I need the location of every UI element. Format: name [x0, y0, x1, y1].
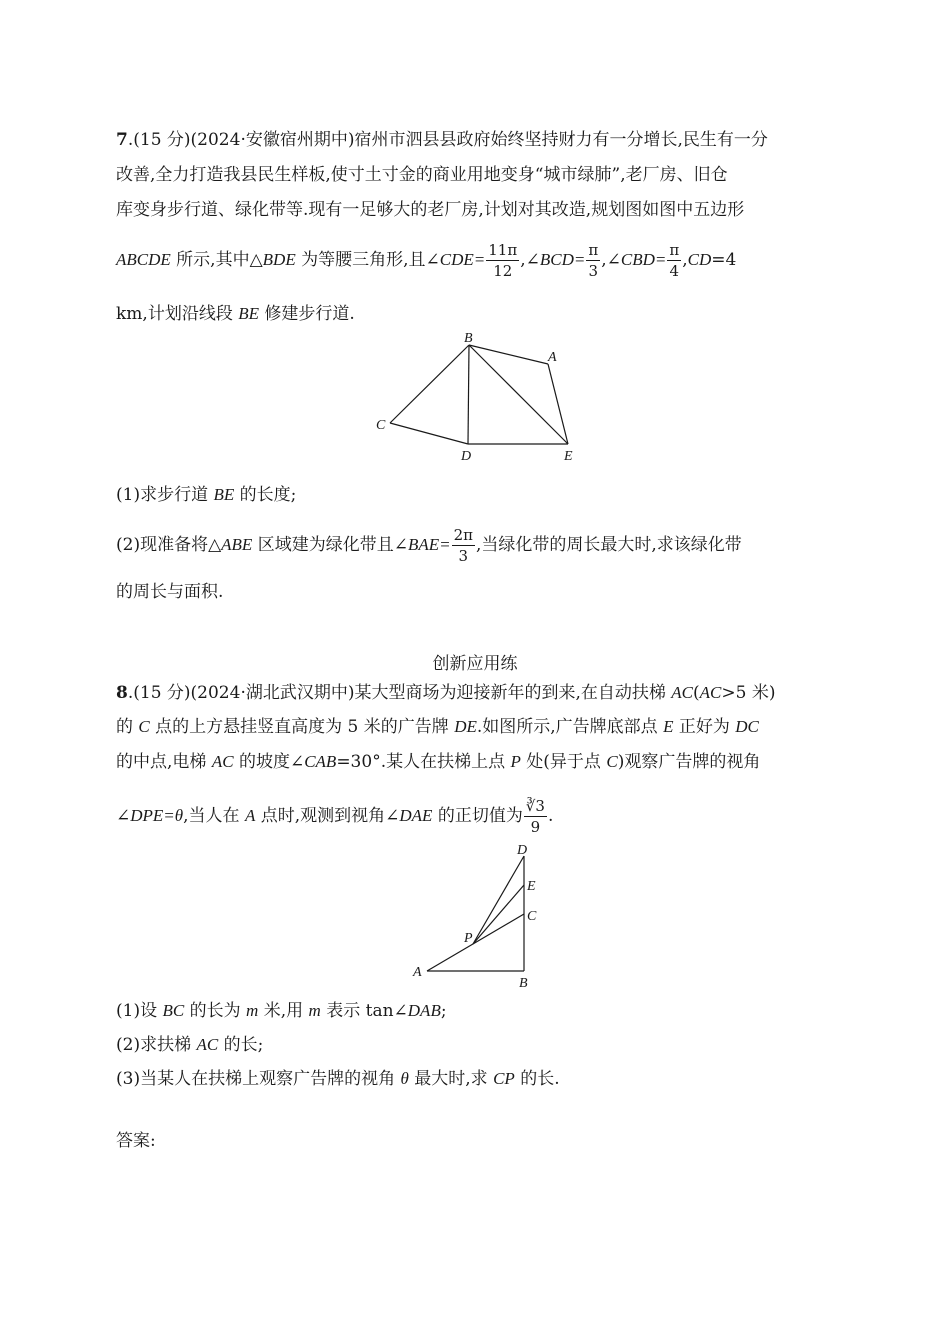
angle-name: DAB [407, 1001, 441, 1020]
section-title: 创新应用练 [432, 654, 518, 674]
numerator: ∛3 [525, 797, 545, 815]
segment-ba [469, 345, 548, 364]
text: ( [693, 683, 700, 703]
q7-line-5 [116, 302, 355, 326]
fraction-pi-3 [586, 240, 600, 281]
q7-part-2 [116, 525, 742, 566]
angle-name: BCD= [539, 250, 586, 269]
label-a: A [413, 965, 422, 980]
variable: m [246, 1001, 259, 1020]
segment-pd [473, 856, 524, 944]
text: 的长度; [234, 485, 297, 505]
point-name: C [138, 717, 150, 736]
angle-name: DAE [399, 806, 433, 825]
q8-line-3 [116, 750, 760, 774]
text: 为等腰三角形,且∠ [295, 250, 440, 270]
text: (3)当某人在扶梯上观察广告牌的视角 [116, 1069, 401, 1089]
denominator: 3 [458, 547, 469, 565]
text: , [682, 250, 688, 270]
q8-number: 8 [116, 683, 128, 703]
text: (1)求步行道 [116, 485, 214, 505]
segment-name: BE [238, 304, 260, 323]
text: 的坡度∠ [233, 752, 305, 772]
text: 的长. [514, 1069, 560, 1089]
segment-name: BE [213, 485, 235, 504]
label-c: C [376, 418, 386, 433]
text: 正好为 [673, 717, 736, 737]
segment-name: AC [699, 683, 722, 702]
text: 某大型商场为迎接新年的到来,在自动扶梯 [354, 683, 672, 703]
text: 的中点,电梯 [116, 752, 212, 772]
variable: θ [400, 1069, 409, 1088]
text: .如图所示,广告牌底部点 [476, 717, 664, 737]
variable: m [308, 1001, 321, 1020]
text: 的正切值为 [432, 806, 523, 826]
text: ; [440, 1001, 447, 1021]
denominator: 9 [530, 818, 541, 836]
numerator: 11π [488, 241, 518, 259]
text: 处(异于点 [520, 752, 607, 772]
text: 表示 tan∠ [320, 1001, 408, 1021]
segment-bc [390, 345, 469, 423]
label-a: A [548, 350, 557, 365]
angle-name: CAB [304, 752, 337, 771]
q8-line-1 [116, 681, 776, 705]
triangle-name: BDE [262, 250, 296, 269]
fraction-11pi-12 [486, 240, 519, 281]
text: ∠ [116, 806, 131, 826]
text: ,当绿化带的周长最大时,求该绿化带 [476, 535, 742, 555]
q8-part-3 [116, 1067, 560, 1091]
segment-name: AC [211, 752, 234, 771]
label-d: D [461, 449, 472, 464]
angle-name: DPE=θ [130, 806, 184, 825]
numerator: π [588, 241, 599, 259]
segment-name: DC [735, 717, 759, 736]
text: (2)求扶梯 [116, 1035, 197, 1055]
q8-line-4 [116, 796, 553, 837]
text: =4 [711, 250, 737, 270]
text: ,∠ [520, 250, 540, 270]
text: 点的上方悬挂竖直高度为 5 米的广告牌 [149, 717, 455, 737]
segment-name: AC [196, 1035, 219, 1054]
text: 点时,观测到视角∠ [255, 806, 400, 826]
segment-name: CP [493, 1069, 515, 1088]
point-name: E [663, 717, 674, 736]
q8-part-1 [116, 999, 447, 1023]
text: >5 米) [721, 683, 776, 703]
text: 米,用 [258, 1001, 309, 1021]
text: 的 [116, 717, 139, 737]
segment-bd [468, 345, 469, 444]
pentagon-name: ABCDE [116, 250, 171, 269]
label-e: E [564, 449, 573, 464]
point-name: A [244, 806, 256, 825]
triangle-name: ABE [221, 535, 253, 554]
text: km,计划沿线段 [116, 304, 239, 324]
q8-line-2 [116, 715, 759, 739]
text: 所示,其中△ [170, 250, 263, 270]
label-d: D [517, 843, 528, 858]
q8-escalator-figure [405, 840, 555, 995]
text: 最大时,求 [408, 1069, 494, 1089]
denominator: 12 [493, 262, 513, 280]
label-b: B [464, 331, 473, 346]
segment-pe [473, 885, 524, 944]
numerator: π [669, 241, 680, 259]
text: )观察广告牌的视角 [617, 752, 761, 772]
fraction-pi-4 [667, 240, 681, 281]
segment-ae [548, 364, 568, 444]
segment-cd [390, 423, 468, 444]
segment-name: AC [671, 683, 694, 702]
q8-part-2 [116, 1033, 263, 1057]
q7-score-source: .(15 分)(2024·安徽宿州期中) [127, 130, 355, 150]
q7-part-2-line-2: 的周长与面积. [116, 582, 224, 602]
q8-score-source: .(15 分)(2024·湖北武汉期中) [127, 683, 355, 703]
q7-text: 宿州市泗县县政府始终坚持财力有一分增长,民生有一分 [354, 130, 768, 150]
text: =30°.某人在扶梯上点 [336, 752, 511, 772]
text: 的长为 [184, 1001, 247, 1021]
segment-ac [427, 914, 524, 971]
numerator: 2π [453, 526, 473, 544]
segment-name: BC [162, 1001, 185, 1020]
denominator: 4 [669, 262, 680, 280]
q7-line-4 [116, 240, 736, 281]
segment-name: CD [687, 250, 712, 269]
label-b: B [519, 976, 528, 991]
q7-part-1 [116, 483, 296, 507]
label-p: P [464, 931, 473, 946]
point-name: C [606, 752, 618, 771]
q7-line-3: 库变身步行道、绿化带等.现有一足够大的老厂房,计划对其改造,规划图如图中五边形 [116, 200, 745, 220]
text: 的长; [218, 1035, 264, 1055]
label-c: C [527, 909, 537, 924]
point-name: P [510, 752, 521, 771]
denominator: 3 [588, 262, 599, 280]
text: 区域建为绿化带且∠ [252, 535, 408, 555]
angle-name: CBD= [620, 250, 667, 269]
text: ,当人在 [183, 806, 245, 826]
q7-pentagon-figure [360, 325, 590, 470]
text: (2)现准备将△ [116, 535, 222, 555]
angle-name: CDE= [439, 250, 486, 269]
text: ,∠ [601, 250, 621, 270]
text: (1)设 [116, 1001, 163, 1021]
text: 修建步行道. [259, 304, 355, 324]
text: . [547, 806, 554, 826]
q7-line-1 [116, 128, 768, 152]
answer-label: 答案: [116, 1131, 156, 1151]
fraction-2pi-3 [452, 525, 475, 566]
angle-name: BAE= [407, 535, 451, 554]
q7-line-2: 改善,全力打造我县民生样板,使寸土寸金的商业用地变身“城市绿肺”,老厂房、旧仓 [116, 165, 728, 185]
label-e: E [527, 879, 536, 894]
q7-number: 7 [116, 130, 128, 150]
fraction-cuberoot3-9 [524, 796, 547, 837]
segment-name: DE [454, 717, 477, 736]
